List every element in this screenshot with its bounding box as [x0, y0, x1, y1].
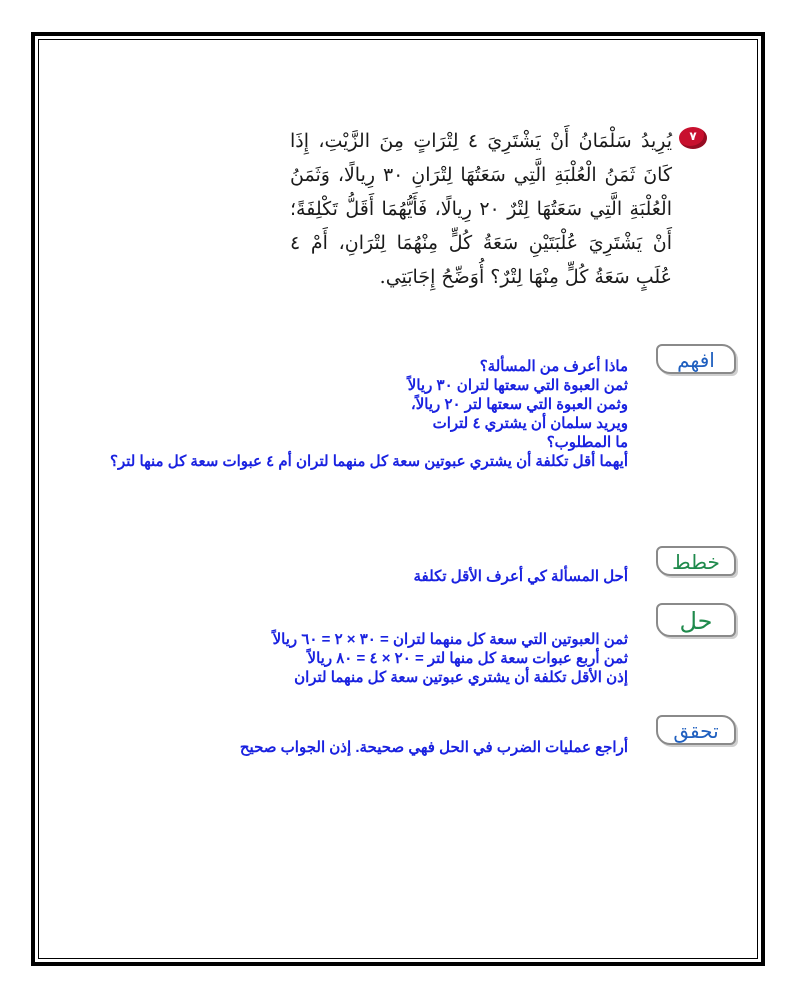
- problem-number-badge: [679, 127, 707, 149]
- answer-line: ثمن أربع عبوات سعة كل منها لتر = ٢٠ × ٤ = ٨٠ ريالاً: [307, 650, 628, 667]
- plan-label-text: خطط: [672, 550, 720, 574]
- problem-number: ٧: [689, 129, 697, 143]
- answer-line: أراجع عمليات الضرب في الحل فهي صحيحة. إذن الجواب صحيح: [239, 739, 628, 756]
- check-label-text: تحقق: [673, 719, 719, 743]
- answer-line: ثمن العبوة التي سعتها لتران ٣٠ ريالاً: [407, 377, 628, 394]
- answer-line: ثمن العبوتين التي سعة كل منهما لتران = ٣٠ × ٢ = ٦٠ ريالاً: [272, 631, 628, 648]
- answer-line: أيهما أقل تكلفة أن يشتري عبوتين سعة كل منهما لتران أم ٤ عبوات سعة كل منها لتر؟: [110, 453, 628, 470]
- answer-line: أحل المسألة كي أعرف الأقل تكلفة: [413, 568, 628, 585]
- understand-step-label: [656, 344, 736, 374]
- solve-step-label: [656, 603, 736, 637]
- plan-step-label: [656, 546, 736, 576]
- check-answer: [240, 738, 628, 757]
- solve-answer: [273, 630, 628, 687]
- answer-line: ماذا أعرف من المسألة؟: [479, 358, 628, 375]
- plan-answer: [413, 567, 628, 586]
- answer-line: ما المطلوب؟: [546, 434, 628, 451]
- answer-line: إذن الأقل تكلفة أن يشتري عبوتين سعة كل منهما لتران: [294, 669, 628, 686]
- answer-line: وثمن العبوة التي سعتها لتر ٢٠ ريالاً،: [410, 396, 628, 413]
- check-step-label: [656, 715, 736, 745]
- solve-label-text: حل: [679, 607, 713, 635]
- problem-statement: يُرِيدُ سَلْمَانُ أَنْ يَشْتَرِيَ ٤ لِتْرَاتٍ مِنَ الزَّيْتِ، إِذَا كَانَ ثَمَنُ الْعُلْبَةِ الَّتِي سَعَتُهَا لِتْرَانِ ٣٠ رِيالًا، وَثَمَنُ الْعُلْبَةِ الَّتِي سَعَتُهَا لِتْرٌ ٢٠ رِيالًا، فَأَيُّهُمَا أَقَلُّ تَكْلِفَةً؛ أَنْ يَشْتَرِيَ عُلْبَتَيْنِ سَعَةُ كُلٍّ مِنْهُمَا لِتْرَانِ، أَمْ ٤ عُلَبٍ سَعَةُ كُلٍّ مِنْهَا لِتْرٌ؟ أُوَضِّحُ إِجَابَتِي.: [290, 130, 672, 288]
- understand-answer: [58, 357, 628, 471]
- answer-line: ويريد سلمان أن يشتري ٤ لترات: [432, 415, 628, 432]
- understand-label-text: افهم: [677, 348, 715, 372]
